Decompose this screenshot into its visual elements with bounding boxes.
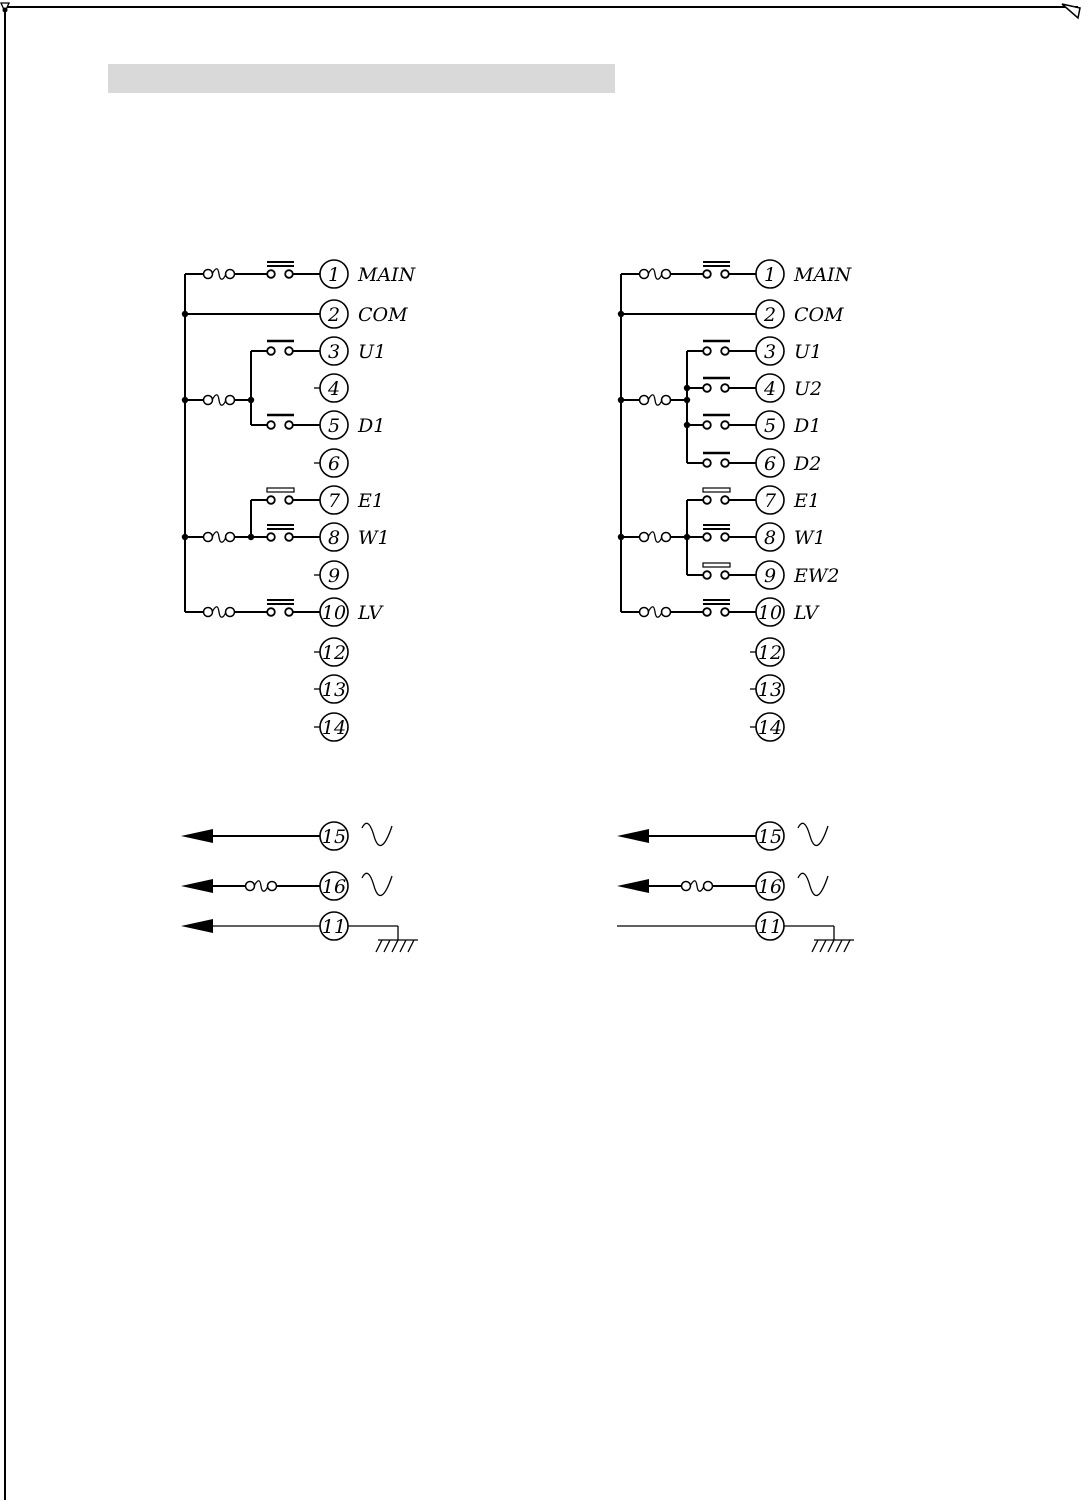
switch-contact [267, 525, 294, 541]
fuse-end [704, 882, 713, 891]
contact-point [703, 270, 711, 278]
fuse-link [648, 532, 662, 543]
fuse-end [226, 270, 235, 279]
fuse-symbol [640, 395, 671, 406]
fuse-symbol [640, 269, 671, 280]
fuse-end [268, 882, 277, 891]
terminal-6 [756, 449, 784, 477]
fuse-link [648, 607, 662, 618]
switch-contact [703, 378, 730, 392]
terminal-16 [320, 872, 348, 900]
terminal-10 [756, 598, 784, 626]
ground-hatch [392, 940, 398, 952]
ac-wave-icon [798, 873, 828, 895]
terminal-1 [320, 260, 348, 288]
terminal-label: E1 [794, 490, 820, 512]
switch-contact [267, 488, 294, 504]
contact-point [285, 270, 293, 278]
fuse-end [226, 533, 235, 542]
contact-point [721, 347, 729, 355]
switch-contact [267, 262, 294, 278]
terminal-10 [320, 598, 348, 626]
fuse-symbol [204, 607, 235, 618]
contact-point [703, 571, 711, 579]
fuse-end [246, 882, 255, 891]
right-wiring-diagram [617, 260, 854, 952]
terminal-number: 5 [327, 415, 341, 437]
ground-hatch [376, 940, 382, 952]
terminal-number: 10 [321, 602, 347, 624]
contact-bar [703, 488, 730, 492]
terminal-8 [756, 523, 784, 551]
terminal-11 [320, 912, 348, 940]
contact-point [703, 496, 711, 504]
ground-hatch [812, 940, 818, 952]
fuse-symbol [682, 881, 713, 892]
terminal-3 [320, 337, 348, 365]
terminal-number: 1 [763, 264, 777, 286]
terminal-6 [320, 449, 348, 477]
terminal-number: 1 [327, 264, 341, 286]
terminal-number: 7 [327, 490, 341, 512]
terminal-number: 4 [327, 378, 341, 400]
fuse-symbol [640, 607, 671, 618]
switch-contact [267, 341, 294, 355]
junction-dot [618, 397, 624, 403]
fuse-end [226, 608, 235, 617]
terminal-14 [320, 713, 348, 741]
contact-bar [703, 563, 730, 567]
switch-contact [703, 341, 730, 355]
fuse-end [640, 533, 649, 542]
ac-wave-icon [362, 873, 392, 895]
junction-dot [182, 534, 188, 540]
terminal-12 [320, 638, 348, 666]
switch-contact [703, 488, 730, 504]
terminal-label: D2 [794, 453, 822, 475]
contact-bar [267, 488, 294, 492]
fuse-symbol [246, 881, 277, 892]
fuse-end [204, 608, 213, 617]
ground-hatch [844, 940, 850, 952]
fuse-end [662, 608, 671, 617]
terminal-15 [320, 822, 348, 850]
switch-contact [703, 525, 730, 541]
terminal-5 [756, 411, 784, 439]
ground-hatch [400, 940, 406, 952]
terminal-3 [756, 337, 784, 365]
terminal-13 [756, 675, 784, 703]
terminal-number: 5 [763, 415, 777, 437]
fuse-end [662, 270, 671, 279]
terminal-label: MAIN [794, 264, 852, 286]
terminal-number: 12 [321, 642, 347, 664]
arrow-head [181, 829, 213, 843]
ground-icon [784, 926, 854, 952]
contact-point [703, 608, 711, 616]
contact-point [703, 459, 711, 467]
contact-point [721, 533, 729, 541]
terminal-number: 8 [763, 527, 777, 549]
terminal-number: 10 [757, 602, 783, 624]
ground-hatch [828, 940, 834, 952]
left-wiring-diagram [181, 260, 418, 952]
contact-point [267, 533, 275, 541]
fuse-link [212, 607, 226, 618]
contact-point [721, 608, 729, 616]
fuse-link [212, 532, 226, 543]
junction-dot [182, 311, 188, 317]
fuse-end [226, 396, 235, 405]
terminal-label: COM [358, 304, 408, 326]
fuse-link [254, 881, 268, 892]
contact-point [285, 608, 293, 616]
switch-contact [703, 600, 730, 616]
terminal-label: D1 [358, 415, 386, 437]
contact-point [285, 496, 293, 504]
fuse-symbol [204, 269, 235, 280]
terminal-label: W1 [358, 527, 390, 549]
fuse-symbol [640, 532, 671, 543]
fuse-link [212, 395, 226, 406]
junction-dot [618, 311, 624, 317]
terminal-label: COM [794, 304, 844, 326]
contact-point [721, 571, 729, 579]
contact-point [721, 459, 729, 467]
switch-contact [703, 563, 730, 579]
contact-point [267, 421, 275, 429]
terminal-9 [320, 561, 348, 589]
contact-point [285, 421, 293, 429]
terminal-number: 9 [327, 565, 341, 587]
terminal-number: 13 [321, 679, 347, 701]
contact-point [703, 384, 711, 392]
contact-point [703, 347, 711, 355]
contact-point [721, 270, 729, 278]
junction-dot [618, 534, 624, 540]
arrow-head [181, 879, 213, 893]
fuse-symbol [204, 532, 235, 543]
contact-point [285, 347, 293, 355]
terminal-7 [320, 486, 348, 514]
fuse-link [648, 269, 662, 280]
terminal-number: 3 [327, 341, 341, 363]
contact-point [721, 384, 729, 392]
contact-point [703, 421, 711, 429]
terminal-label: EW2 [794, 565, 840, 587]
ac-wave-icon [798, 823, 828, 845]
fuse-link [648, 395, 662, 406]
fuse-end [204, 396, 213, 405]
terminal-number: 9 [763, 565, 777, 587]
terminal-number: 14 [757, 717, 783, 739]
terminal-1 [756, 260, 784, 288]
terminal-label: D1 [794, 415, 822, 437]
terminal-11 [756, 912, 784, 940]
fuse-symbol [204, 395, 235, 406]
fuse-end [204, 533, 213, 542]
terminal-number: 16 [321, 876, 347, 898]
arrow-head [617, 829, 649, 843]
fuse-link [690, 881, 704, 892]
switch-contact [703, 262, 730, 278]
terminal-4 [320, 374, 348, 402]
switch-contact [267, 415, 294, 429]
terminal-16 [756, 872, 784, 900]
fuse-end [640, 608, 649, 617]
contact-point [267, 608, 275, 616]
terminal-7 [756, 486, 784, 514]
terminal-9 [756, 561, 784, 589]
ground-hatch [836, 940, 842, 952]
terminal-5 [320, 411, 348, 439]
fuse-link [212, 269, 226, 280]
terminal-label: LV [794, 602, 819, 624]
fuse-end [204, 270, 213, 279]
terminal-2 [320, 300, 348, 328]
junction-dot [182, 397, 188, 403]
terminal-12 [756, 638, 784, 666]
ground-hatch [384, 940, 390, 952]
terminal-label: E1 [358, 490, 384, 512]
terminal-label: LV [358, 602, 383, 624]
arrow-head [617, 879, 649, 893]
terminal-number: 2 [763, 304, 777, 326]
terminal-number: 16 [757, 876, 783, 898]
contact-point [703, 533, 711, 541]
terminal-8 [320, 523, 348, 551]
contact-point [721, 496, 729, 504]
terminal-label: U1 [794, 341, 823, 363]
terminal-2 [756, 300, 784, 328]
terminal-number: 11 [757, 916, 783, 938]
ground-icon [348, 926, 418, 952]
terminal-label: W1 [794, 527, 826, 549]
terminal-number: 6 [763, 453, 777, 475]
terminal-13 [320, 675, 348, 703]
terminal-number: 12 [757, 642, 783, 664]
terminal-14 [756, 713, 784, 741]
ac-wave-icon [362, 823, 392, 845]
terminal-number: 6 [327, 453, 341, 475]
terminal-number: 3 [763, 341, 777, 363]
contact-point [721, 421, 729, 429]
ground-hatch [820, 940, 826, 952]
terminal-number: 15 [321, 826, 347, 848]
fuse-end [662, 533, 671, 542]
contact-point [267, 496, 275, 504]
contact-point [267, 270, 275, 278]
terminal-number: 8 [327, 527, 341, 549]
terminal-number: 4 [763, 378, 777, 400]
contact-point [285, 533, 293, 541]
switch-contact [267, 600, 294, 616]
contact-point [267, 347, 275, 355]
terminal-number: 11 [321, 916, 347, 938]
terminal-number: 2 [327, 304, 341, 326]
terminal-label: U1 [358, 341, 387, 363]
fuse-end [640, 270, 649, 279]
fuse-end [640, 396, 649, 405]
terminal-label: U2 [794, 378, 823, 400]
terminal-label: MAIN [358, 264, 416, 286]
terminal-number: 15 [757, 826, 783, 848]
fuse-end [682, 882, 691, 891]
fuse-end [662, 396, 671, 405]
arrow-head [181, 919, 213, 933]
switch-contact [703, 415, 730, 429]
switch-contact [703, 453, 730, 467]
terminal-4 [756, 374, 784, 402]
terminal-number: 14 [321, 717, 347, 739]
terminal-number: 7 [763, 490, 777, 512]
terminal-number: 13 [757, 679, 783, 701]
ground-hatch [408, 940, 414, 952]
terminal-15 [756, 822, 784, 850]
